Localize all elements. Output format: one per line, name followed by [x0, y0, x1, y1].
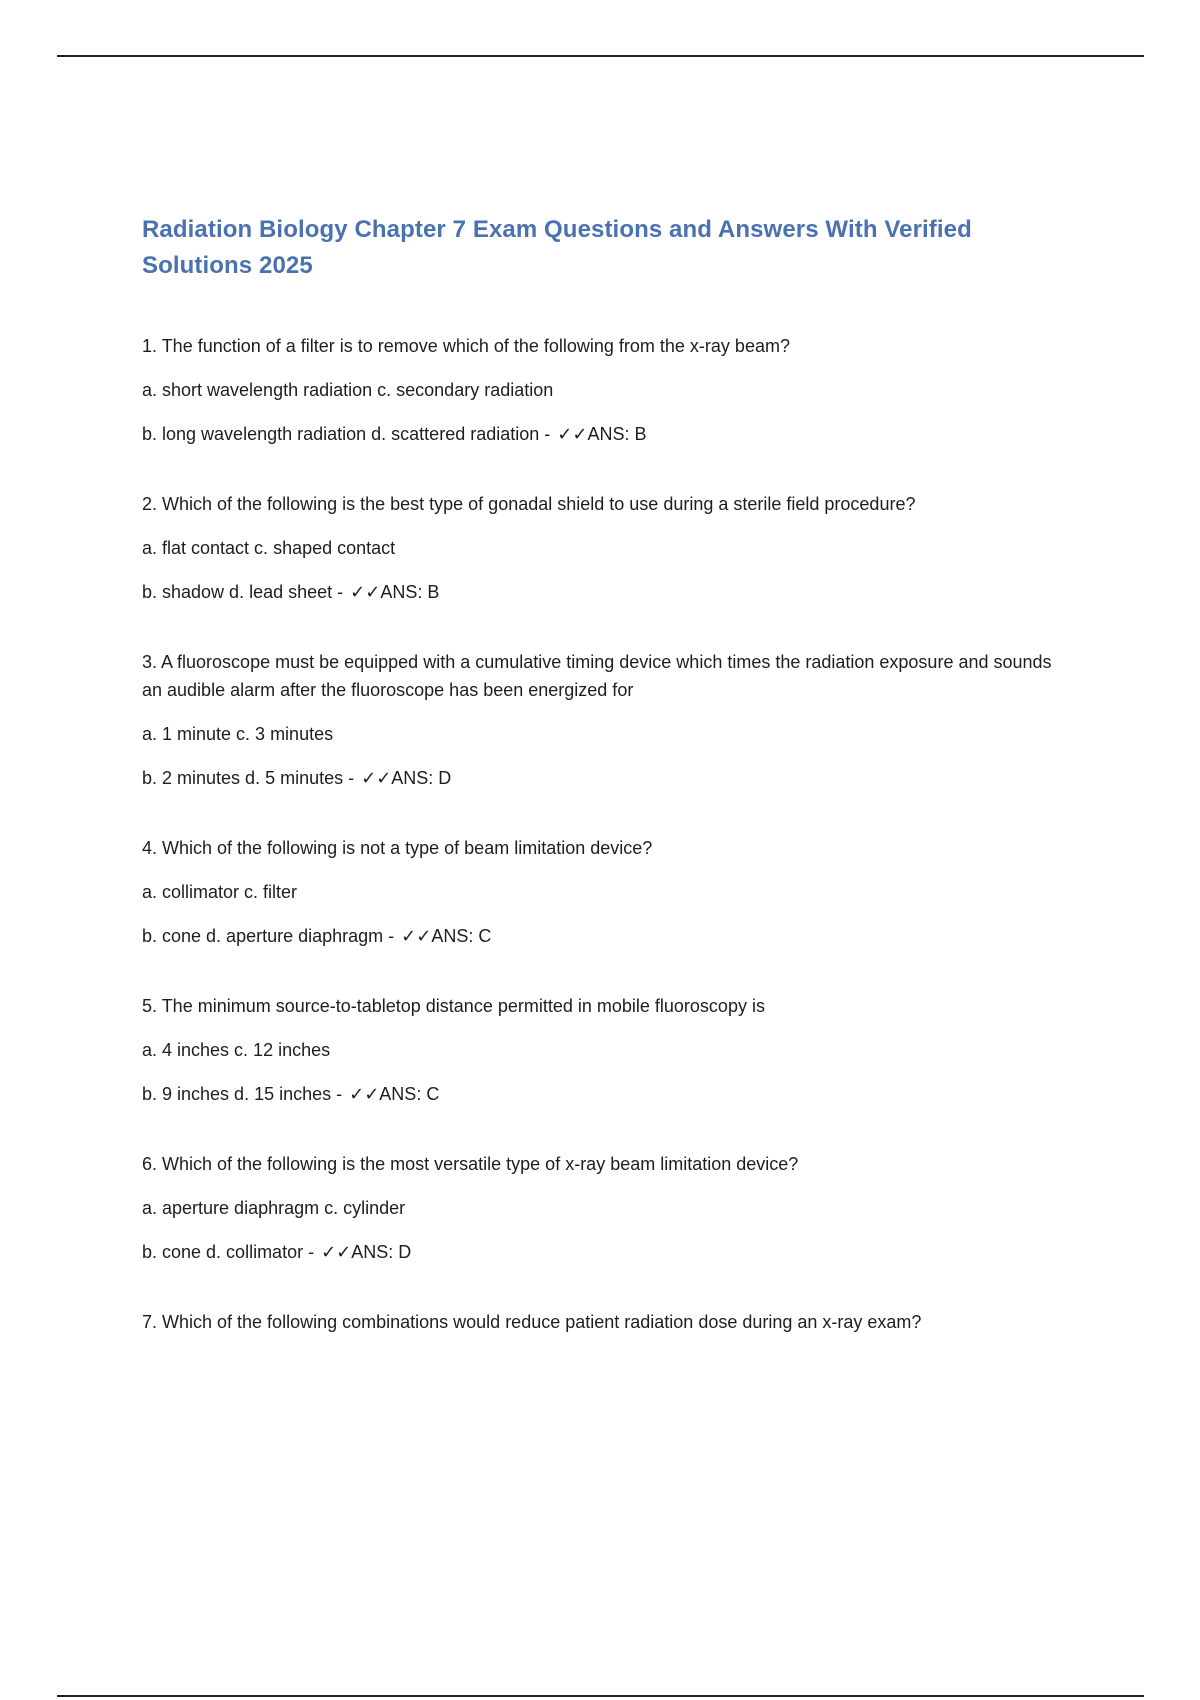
options-line-with-answer — [142, 420, 1062, 448]
question-text: 2. Which of the following is the best type of gonadal shield to use during a sterile field procedure? — [142, 494, 916, 514]
options-text: b. cone d. collimator - — [142, 1242, 315, 1262]
answer-key: ✓✓ANS: B — [557, 424, 647, 444]
options-line: a. short wavelength radiation c. secondary radiation — [142, 380, 554, 400]
question-text: 4. Which of the following is not a type of beam limitation device? — [142, 838, 653, 858]
question-text: 6. Which of the following is the most versatile type of x-ray beam limitation device? — [142, 1154, 799, 1174]
question-list — [142, 332, 1062, 1336]
options-text: b. long wavelength radiation d. scattered radiation - — [142, 424, 551, 444]
answer-key: ✓✓ANS: D — [361, 768, 452, 788]
question-item — [142, 834, 1062, 950]
answer-key: ✓✓ANS: D — [321, 1242, 412, 1262]
question-item — [142, 648, 1062, 792]
options-line: a. flat contact c. shaped contact — [142, 538, 396, 558]
question-text: 5. The minimum source-to-tabletop distance permitted in mobile fluoroscopy is — [142, 996, 765, 1016]
options-text: b. cone d. aperture diaphragm - — [142, 926, 395, 946]
question-item — [142, 992, 1062, 1108]
question-text: 7. Which of the following combinations would reduce patient radiation dose during an x-ray exam? — [142, 1312, 922, 1332]
question-item — [142, 332, 1062, 448]
options-line-with-answer — [142, 578, 1062, 606]
options-text: b. 9 inches d. 15 inches - — [142, 1084, 343, 1104]
question-text: 3. A fluoroscope must be equipped with a cumulative timing device which times the radiation exposure and sounds an audible alarm after the fluoroscope has been energized for — [142, 652, 1052, 700]
question-item — [142, 490, 1062, 606]
options-line-with-answer — [142, 764, 1062, 792]
options-line: a. 4 inches c. 12 inches — [142, 1040, 331, 1060]
answer-key: ✓✓ANS: C — [349, 1084, 440, 1104]
question-item — [142, 1308, 1062, 1336]
question-item — [142, 1150, 1062, 1266]
header-rule — [57, 55, 1144, 57]
document-body — [142, 212, 1062, 1352]
answer-key: ✓✓ANS: C — [401, 926, 492, 946]
options-line-with-answer — [142, 1080, 1062, 1108]
footer-rule — [57, 1695, 1144, 1697]
answer-key: ✓✓ANS: B — [350, 582, 440, 602]
options-text: b. 2 minutes d. 5 minutes - — [142, 768, 355, 788]
options-line: a. collimator c. filter — [142, 882, 298, 902]
options-line-with-answer — [142, 1238, 1062, 1266]
options-line-with-answer — [142, 922, 1062, 950]
options-text: b. shadow d. lead sheet - — [142, 582, 344, 602]
question-text: 1. The function of a filter is to remove which of the following from the x-ray beam? — [142, 336, 790, 356]
options-line: a. aperture diaphragm c. cylinder — [142, 1198, 406, 1218]
document-title: Radiation Biology Chapter 7 Exam Questions and Answers With Verified Solutions 2025 — [142, 216, 972, 279]
options-line: a. 1 minute c. 3 minutes — [142, 724, 334, 744]
